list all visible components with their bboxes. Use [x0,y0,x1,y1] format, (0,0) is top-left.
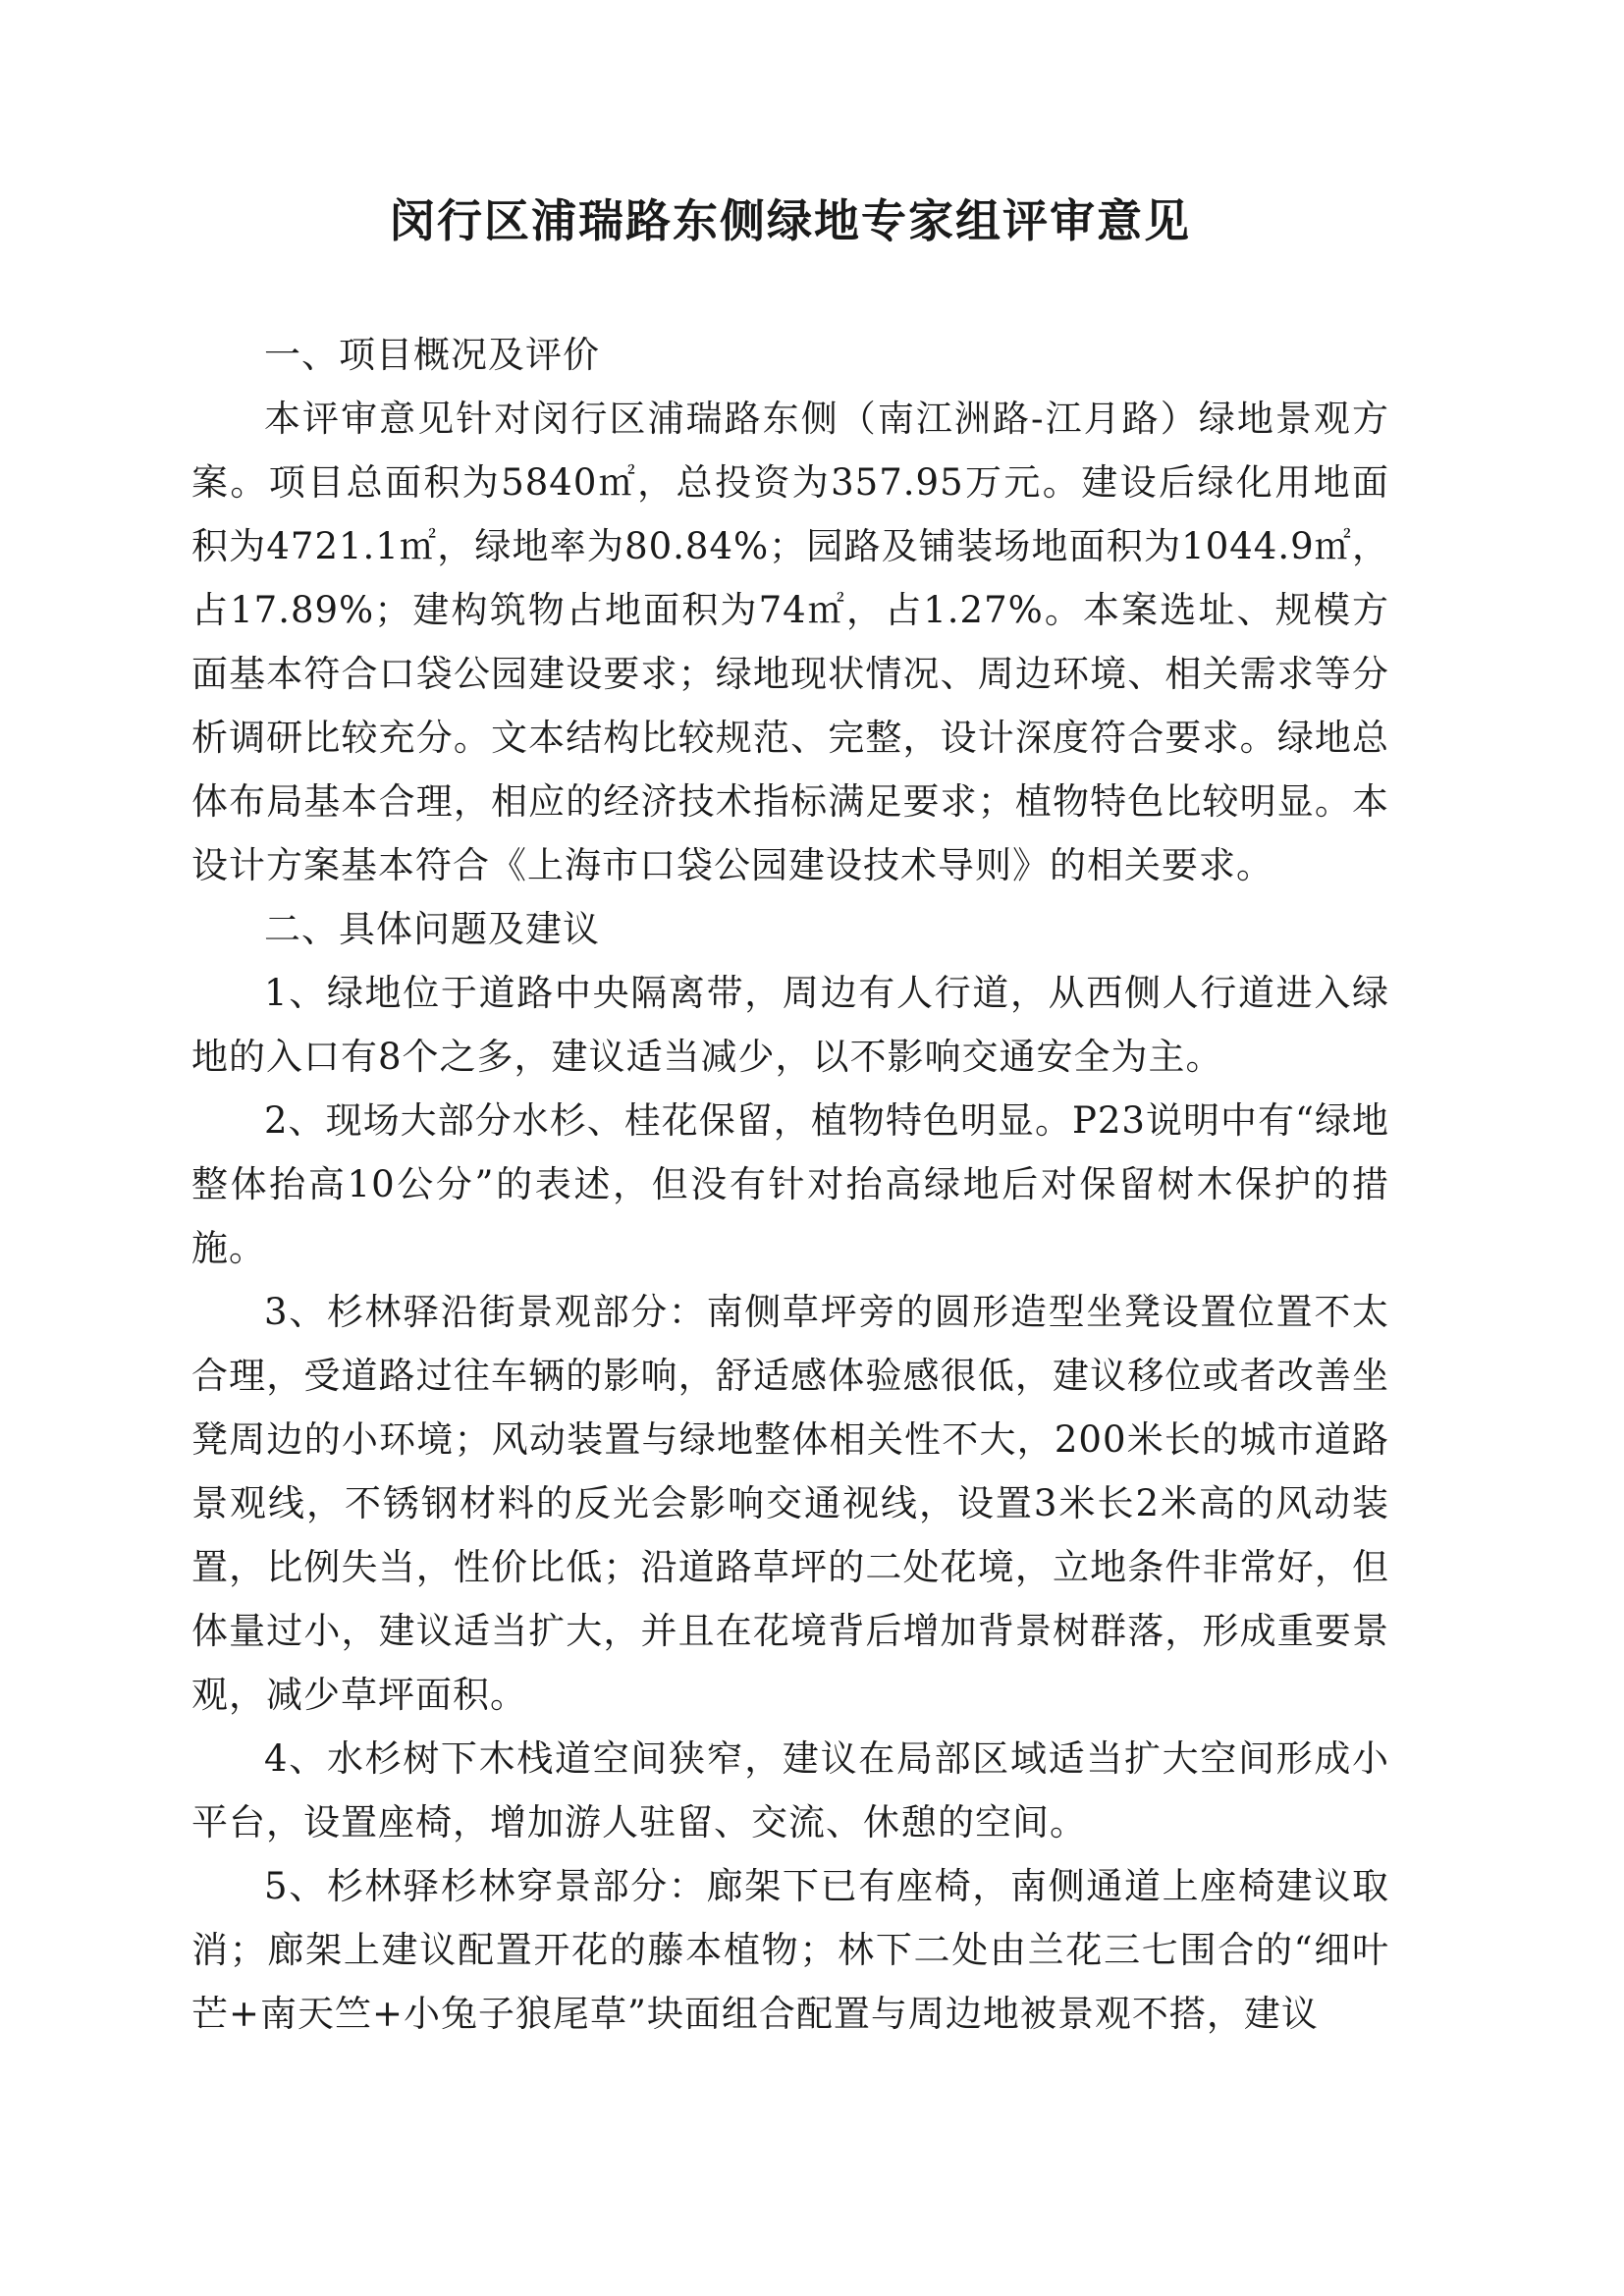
document-page [191,191,1389,2046]
issue-item-1: 1、绿地位于道路中央隔离带，周边有人行道，从西侧人行道进入绿地的入口有8个之多，建议适当减少，以不影响交通安全为主。 [191,972,1389,1078]
issue-item-3: 3、杉林驿沿街景观部分：南侧草坪旁的圆形造型坐凳设置位置不太合理，受道路过往车辆的影响，舒适感体验感很低，建议移位或者改善坐凳周边的小环境；风动装置与绿地整体相关性不大，200米长的城市道路景观线，不锈钢材料的反光会影响交通视线，设置3米长2米高的风动装置，比例失当，性价比低；沿道路草坪的二处花境，立地条件非常好，但体量过小，建议适当扩大，并且在花境背后增加背景树群落，形成重要景观，减少草坪面积。 [191,1291,1389,1716]
issue-item-4: 4、水杉树下木栈道空间狭窄，建议在局部区域适当扩大空间形成小平台，设置座椅，增加游人驻留、交流、休憩的空间。 [191,1737,1389,1843]
overview-paragraph: 本评审意见针对闵行区浦瑞路东侧（南江洲路-江月路）绿地景观方案。项目总面积为5840㎡，总投资为357.95万元。建设后绿化用地面积为4721.1㎡，绿地率为80.84%；园路及铺装场地面积为1044.9㎡，占17.89%；建构筑物占地面积为74㎡，占1.27%。本案选址、规模方面基本符合口袋公园建设要求；绿地现状情况、周边环境、相关需求等分析调研比较充分。文本结构比较规范、完整，设计深度符合要求。绿地总体布局基本合理，相应的经济技术指标满足要求；植物特色比较明显。本设计方案基本符合《上海市口袋公园建设技术导则》的相关要求。 [191,398,1389,886]
document-title: 闵行区浦瑞路东侧绿地专家组评审意见 [390,194,1191,247]
issue-item-5: 5、杉林驿杉林穿景部分：廊架下已有座椅，南侧通道上座椅建议取消；廊架上建议配置开花的藤本植物；林下二处由兰花三七围合的“细叶芒+南天竺+小兔子狼尾草”块面组合配置与周边地被景观不搭，建议 [191,1865,1389,2035]
section-heading-issues: 二、具体问题及建议 [264,908,600,950]
issue-item-2: 2、现场大部分水杉、桂花保留，植物特色明显。P23说明中有“绿地整体抬高10公分”的表述，但没有针对抬高绿地后对保留树木保护的措施。 [191,1099,1389,1269]
section-heading-overview: 一、项目概况及评价 [264,334,600,376]
